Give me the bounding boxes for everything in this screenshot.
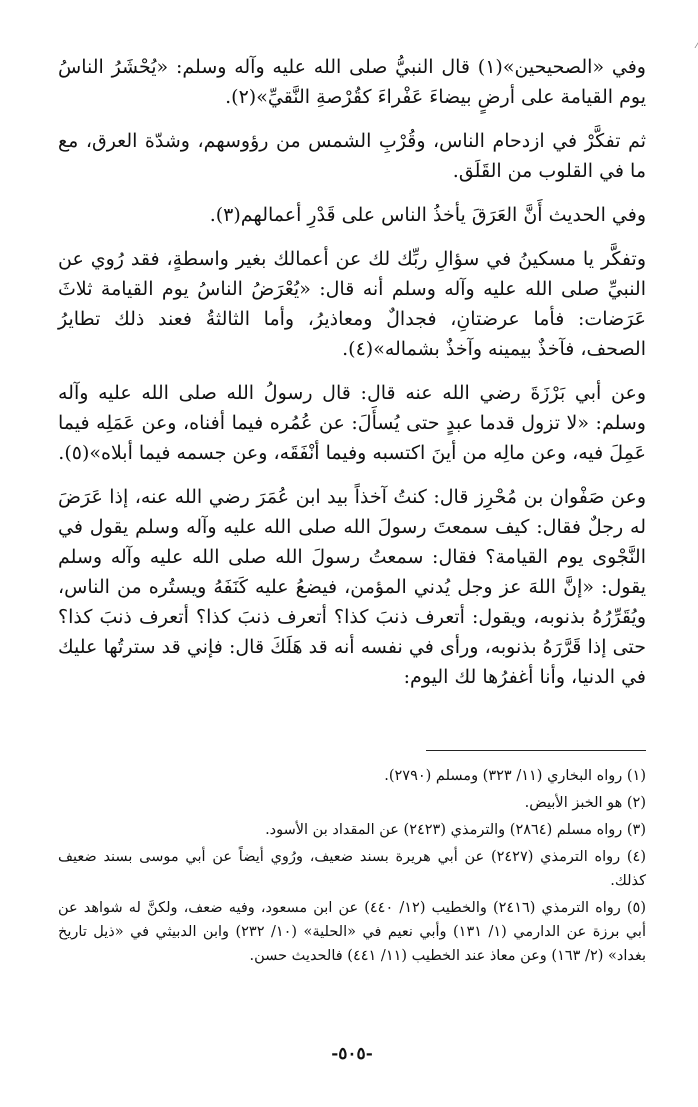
paragraph-1: وفي «الصحيحين»(١) قال النبيُّ صلى الله عليه وآله وسلم: «يُحْشَرُ الناسُ يوم القيامة على أرضٍ بيضاءَ عَفْراءَ كقُرْصةِ النَّقيِّ»(٢). — [58, 56, 646, 108]
footnote-4: (٤) رواه الترمذي (٢٤٢٧) عن أبي هريرة بسند ضعيف، ورُوي أيضاً عن أبي موسى بسند ضعيف كذلك. — [58, 849, 647, 889]
page-corner-mark: ⁄ — [696, 40, 698, 51]
paragraph-3: وفي الحديث أَنَّ العَرَقَ يأخذُ الناس على قَدْرِ أعمالهم(٣). — [209, 204, 646, 226]
paragraph-2: ثم تفكَّرْ في ازدحام الناس، وقُرْبِ الشمس من رؤوسهم، وشدّة العرق، مع ما في القلوب من القَلَق. — [58, 130, 646, 182]
footnote-2: (٢) هو الخبز الأبيض. — [524, 795, 646, 811]
footnote-separator-rule — [426, 750, 646, 751]
footnote-1: (١) رواه البخاري (١١/ ٣٢٣) ومسلم (٢٧٩٠). — [384, 768, 646, 784]
paragraph-6: وعن صَفْوان بن مُحْرِز قال: كنتُ آخذاً بيد ابن عُمَرَ رضي الله عنه، إذا عَرَضَ له رجلٌ فقال: كيف سمعتَ رسولَ الله صلى الله عليه وآله وسلم يقول في النَّجْوى يوم القيامة؟ فقال: سمعتُ رسولَ الله صلى الله عليه وآله وسلم يقول: «إنَّ اللهَ عز وجل يُدني المؤمن، فيضعُ عليه كَنَفَهُ ويستُره من الناس، ويُقَرِّرُهُ بذنوبه، ويقول: أتعرف ذنبَ كذا؟ أتعرف ذنبَ كذا؟ أتعرف ذنبَ كذا؟ حتى إذا قَرَّرَهُ بذنوبه، ورأى في نفسه أنه قد هَلَكَ قال: فإني قد سترتُها عليك في الدنيا، وأنا أغفرُها لك اليوم: — [58, 486, 646, 688]
footnote-5: (٥) رواه الترمذي (٢٤١٦) والخطيب (١٢/ ٤٤٠) عن ابن مسعود، وفيه ضعف، ولكنَّ له شواهد عن أبي برزة عن الدارمي (١/ ١٣١) وأبي نعيم في «الحلية» (١٠/ ٢٣٢) وابن الدبيثي في «ذيل تاريخ بغداد» (٢/ ١٦٣) وعن معاذ عند الخطيب (١١/ ٤٤١) فالحديث حسن. — [58, 900, 647, 964]
paragraph-4: وتفكَّر يا مسكينُ في سؤالِ ربِّك لك عن أعمالك بغير واسطةٍ، فقد رُوي عن النبيِّ صلى الله عليه وآله وسلم أنه قال: «يُعْرَضُ الناسُ يوم القيامة ثلاثَ عَرَضات: فأما عرضتانِ، فجدالٌ ومعاذيرُ، وأما الثالثةُ فعند ذلك تطايرُ الصحف، فآخذٌ بيمينه وآخذٌ بشماله»(٤). — [58, 248, 646, 360]
page-number: -٥٠٥- — [331, 1044, 373, 1064]
footnotes-list — [58, 764, 646, 971]
book-page — [58, 52, 647, 1064]
footnote-3: (٣) رواه مسلم (٢٨٦٤) والترمذي (٢٤٢٣) عن المقداد بن الأسود. — [265, 822, 646, 838]
paragraph-5: وعن أبي بَرْزَةَ رضي الله عنه قال: قال رسولُ الله صلى الله عليه وآله وسلم: «لا تزول قدما عبدٍ حتى يُسأَلَ: عن عُمُره فيما أفناه، وعن عَمَلِه فيما عَمِلَ فيه، وعن مالِه من أينَ اكتسبه وفيما أنْفَقَه، وعن جسمه فيما أبلاه»(٥). — [58, 382, 646, 464]
